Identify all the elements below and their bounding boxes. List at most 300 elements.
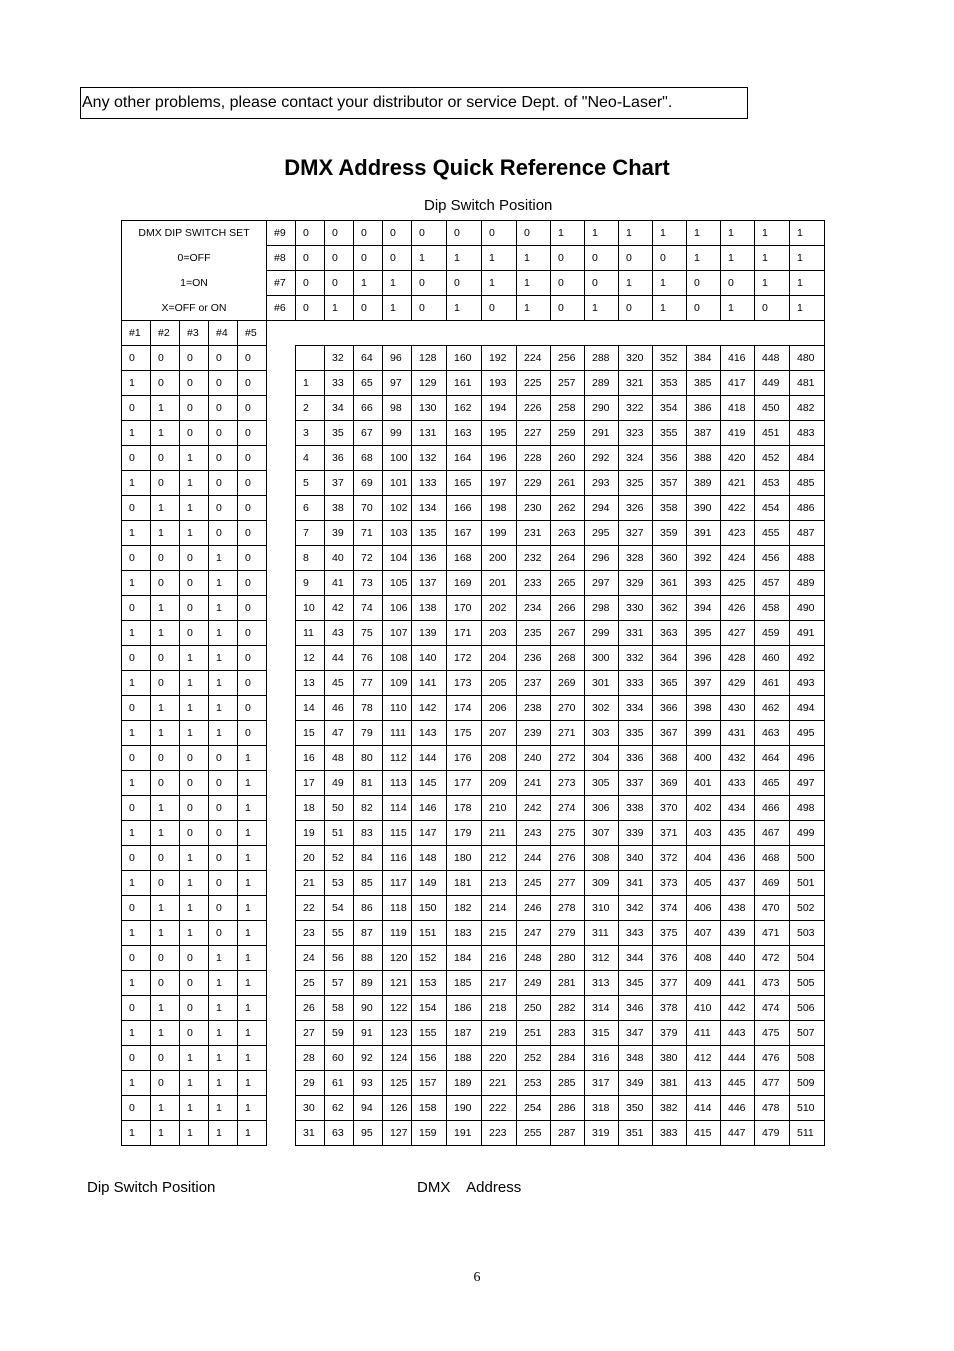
switch-bit-cell: 1 xyxy=(180,446,209,471)
upper-switch-cell: 0 xyxy=(619,246,653,271)
dmx-address-cell: 173 xyxy=(447,671,482,696)
dmx-address-cell: 352 xyxy=(653,346,687,371)
dmx-address-cell: 387 xyxy=(687,421,721,446)
dmx-address-cell: 291 xyxy=(585,421,619,446)
dmx-address-cell: 124 xyxy=(383,1046,412,1071)
dmx-address-cell: 466 xyxy=(755,796,790,821)
dmx-address-cell: 414 xyxy=(687,1096,721,1121)
dmx-address-cell: 322 xyxy=(619,396,653,421)
dmx-address-cell: 408 xyxy=(687,946,721,971)
switch-bit-cell: 0 xyxy=(238,646,267,671)
header-blank-cell xyxy=(296,321,825,346)
dmx-address-cell: 390 xyxy=(687,496,721,521)
dmx-address-cell: 413 xyxy=(687,1071,721,1096)
dmx-address-cell: 246 xyxy=(517,896,551,921)
dmx-address-cell: 265 xyxy=(551,571,585,596)
upper-switch-cell: 1 xyxy=(551,221,585,246)
table-row xyxy=(122,671,825,696)
dmx-address-cell: 223 xyxy=(482,1121,517,1146)
switch-bit-cell: 1 xyxy=(151,996,180,1021)
spacer-cell xyxy=(267,1121,296,1146)
dmx-address-cell: 264 xyxy=(551,546,585,571)
dmx-address-cell: 98 xyxy=(383,396,412,421)
dmx-address-cell: 473 xyxy=(755,971,790,996)
dmx-address-cell: 95 xyxy=(354,1121,383,1146)
dmx-address-cell: 286 xyxy=(551,1096,585,1121)
dmx-address-cell: 257 xyxy=(551,371,585,396)
switch-bit-cell: 1 xyxy=(122,721,151,746)
dmx-address-cell: 509 xyxy=(790,1071,825,1096)
switch-bit-cell: 1 xyxy=(209,996,238,1021)
dmx-address-cell: 309 xyxy=(585,871,619,896)
dmx-address-cell: 451 xyxy=(755,421,790,446)
dmx-address-cell: 178 xyxy=(447,796,482,821)
dmx-address-cell: 244 xyxy=(517,846,551,871)
page-title xyxy=(0,155,954,181)
switch-bit-cell: 0 xyxy=(180,971,209,996)
upper-switch-cell: 0 xyxy=(653,246,687,271)
switch-bit-cell: 0 xyxy=(238,346,267,371)
dmx-address-cell: 136 xyxy=(412,546,447,571)
dmx-address-cell: 161 xyxy=(447,371,482,396)
dmx-address-cell: 493 xyxy=(790,671,825,696)
dmx-address-cell: 116 xyxy=(383,846,412,871)
switch-bit-cell: 0 xyxy=(180,571,209,596)
switch-bit-cell: 1 xyxy=(209,571,238,596)
dmx-address-cell: 270 xyxy=(551,696,585,721)
dmx-address-cell: 287 xyxy=(551,1121,585,1146)
dmx-address-cell: 285 xyxy=(551,1071,585,1096)
dmx-address-cell: 406 xyxy=(687,896,721,921)
dmx-address-cell: 60 xyxy=(325,1046,354,1071)
dmx-address-cell: 39 xyxy=(325,521,354,546)
dmx-address-cell: 27 xyxy=(296,1021,325,1046)
dmx-address-cell: 268 xyxy=(551,646,585,671)
switch-bit-cell: 0 xyxy=(151,671,180,696)
dmx-address-cell: 192 xyxy=(482,346,517,371)
spacer-cell xyxy=(267,796,296,821)
dmx-address-cell: 69 xyxy=(354,471,383,496)
upper-switch-cell: 1 xyxy=(755,221,790,246)
dmx-address-cell: 133 xyxy=(412,471,447,496)
dmx-address-cell: 171 xyxy=(447,621,482,646)
switch-bit-cell: 1 xyxy=(151,496,180,521)
dmx-address-cell: 397 xyxy=(687,671,721,696)
upper-switch-cell: 0 xyxy=(687,271,721,296)
dmx-address-cell: 464 xyxy=(755,746,790,771)
notice-box: Any other problems, please contact your distributor or service Dept. of "Neo-Laser". xyxy=(80,87,748,119)
dmx-address-cell: 308 xyxy=(585,846,619,871)
dmx-address-cell: 34 xyxy=(325,396,354,421)
switch-bit-cell: 1 xyxy=(180,921,209,946)
dmx-address-cell: 233 xyxy=(517,571,551,596)
table-row xyxy=(122,1021,825,1046)
dmx-address-cell: 370 xyxy=(653,796,687,821)
dmx-address-cell: 256 xyxy=(551,346,585,371)
switch-bit-cell: 0 xyxy=(180,746,209,771)
dmx-address-cell: 323 xyxy=(619,421,653,446)
switch-bit-cell: 0 xyxy=(122,446,151,471)
dmx-address-cell: 508 xyxy=(790,1046,825,1071)
dmx-address-cell: 315 xyxy=(585,1021,619,1046)
dmx-address-cell: 123 xyxy=(383,1021,412,1046)
upper-switch-cell: 0 xyxy=(354,246,383,271)
dmx-address-cell: 266 xyxy=(551,596,585,621)
dmx-address-cell: 239 xyxy=(517,721,551,746)
dmx-address-cell: 162 xyxy=(447,396,482,421)
upper-switch-row xyxy=(122,246,825,271)
switch-bit-cell: 1 xyxy=(122,921,151,946)
dmx-address-cell: 461 xyxy=(755,671,790,696)
dmx-address-cell: 37 xyxy=(325,471,354,496)
upper-switch-cell: 1 xyxy=(585,296,619,321)
table-row xyxy=(122,796,825,821)
upper-switch-cell: 0 xyxy=(412,221,447,246)
table-row xyxy=(122,546,825,571)
switch-bit-cell: 0 xyxy=(122,946,151,971)
switch-bit-cell: 0 xyxy=(151,1046,180,1071)
switch-bit-cell: 0 xyxy=(209,521,238,546)
dmx-address-cell: 468 xyxy=(755,846,790,871)
switch-bit-cell: 0 xyxy=(151,971,180,996)
dmx-address-cell: 52 xyxy=(325,846,354,871)
dmx-address-cell: 335 xyxy=(619,721,653,746)
switch-bit-cell: 1 xyxy=(180,1071,209,1096)
switch-bit-cell: 1 xyxy=(238,1021,267,1046)
dmx-address-cell: 327 xyxy=(619,521,653,546)
upper-switch-cell: 0 xyxy=(354,296,383,321)
switch-bit-cell: 1 xyxy=(151,421,180,446)
table-row xyxy=(122,1121,825,1146)
upper-switch-cell: 1 xyxy=(721,296,755,321)
dmx-address-cell: 437 xyxy=(721,871,755,896)
dmx-address-cell: 411 xyxy=(687,1021,721,1046)
dmx-address-cell: 500 xyxy=(790,846,825,871)
dmx-address-cell: 366 xyxy=(653,696,687,721)
dmx-address-cell: 484 xyxy=(790,446,825,471)
dmx-address-cell: 356 xyxy=(653,446,687,471)
dmx-address-cell: 97 xyxy=(383,371,412,396)
dmx-address-cell: 227 xyxy=(517,421,551,446)
dmx-address-cell: 148 xyxy=(412,846,447,871)
dmx-address-cell: 153 xyxy=(412,971,447,996)
upper-switch-cell: 0 xyxy=(585,271,619,296)
dmx-address-cell: 501 xyxy=(790,871,825,896)
dmx-address-cell: 203 xyxy=(482,621,517,646)
dmx-address-cell: 28 xyxy=(296,1046,325,1071)
dmx-address-cell: 316 xyxy=(585,1046,619,1071)
dmx-address-cell: 280 xyxy=(551,946,585,971)
dmx-address-cell: 114 xyxy=(383,796,412,821)
dmx-address-cell: 42 xyxy=(325,596,354,621)
upper-switch-cell: 1 xyxy=(653,296,687,321)
dmx-address-cell: 301 xyxy=(585,671,619,696)
upper-switch-label: #8 xyxy=(267,246,296,271)
dmx-address-cell: 6 xyxy=(296,496,325,521)
dmx-address-cell: 312 xyxy=(585,946,619,971)
switch-bit-cell: 0 xyxy=(238,721,267,746)
spacer-cell xyxy=(267,1046,296,1071)
dmx-address-cell: 208 xyxy=(482,746,517,771)
dmx-address-cell: 63 xyxy=(325,1121,354,1146)
table-row xyxy=(122,696,825,721)
dmx-address-cell: 13 xyxy=(296,671,325,696)
dmx-address-cell: 172 xyxy=(447,646,482,671)
dmx-address-cell: 445 xyxy=(721,1071,755,1096)
switch-bit-cell: 1 xyxy=(151,796,180,821)
table-row xyxy=(122,721,825,746)
dmx-address-cell: 188 xyxy=(447,1046,482,1071)
dmx-address-cell: 393 xyxy=(687,571,721,596)
switch-bit-cell: 0 xyxy=(238,496,267,521)
dmx-address-cell: 68 xyxy=(354,446,383,471)
dmx-address-cell: 272 xyxy=(551,746,585,771)
dmx-address-cell: 91 xyxy=(354,1021,383,1046)
dmx-address-cell: 383 xyxy=(653,1121,687,1146)
switch-bit-cell: 1 xyxy=(180,871,209,896)
spacer-cell xyxy=(267,596,296,621)
switch-bit-cell: 1 xyxy=(238,971,267,996)
dmx-address-cell: 210 xyxy=(482,796,517,821)
spacer-cell xyxy=(267,671,296,696)
switch-bit-cell: 1 xyxy=(209,596,238,621)
switch-bit-cell: 1 xyxy=(180,896,209,921)
switch-bit-cell: 0 xyxy=(180,421,209,446)
dmx-address-cell: 220 xyxy=(482,1046,517,1071)
switch-bit-cell: 0 xyxy=(180,371,209,396)
switch-bit-cell: 1 xyxy=(209,1096,238,1121)
dmx-address-cell: 446 xyxy=(721,1096,755,1121)
dmx-address-cell: 126 xyxy=(383,1096,412,1121)
switch-bit-cell: 0 xyxy=(151,546,180,571)
dmx-address-cell: 158 xyxy=(412,1096,447,1121)
switch-bit-cell: 1 xyxy=(238,746,267,771)
dmx-address-cell: 83 xyxy=(354,821,383,846)
dmx-address-cell: 185 xyxy=(447,971,482,996)
table-row xyxy=(122,921,825,946)
dmx-address-cell: 396 xyxy=(687,646,721,671)
dmx-address-cell: 139 xyxy=(412,621,447,646)
upper-switch-cell: 0 xyxy=(721,271,755,296)
dmx-address-cell: 90 xyxy=(354,996,383,1021)
spacer-cell xyxy=(267,996,296,1021)
switch-bit-cell: 1 xyxy=(209,1071,238,1096)
dmx-address-cell: 92 xyxy=(354,1046,383,1071)
dmx-address-cell: 12 xyxy=(296,646,325,671)
dmx-address-cell: 11 xyxy=(296,621,325,646)
switch-bit-cell: 0 xyxy=(209,796,238,821)
dmx-address-cell: 457 xyxy=(755,571,790,596)
dmx-address-cell: 96 xyxy=(383,346,412,371)
dmx-address-cell: 238 xyxy=(517,696,551,721)
switch-bit-cell: 1 xyxy=(151,596,180,621)
switch-bit-cell: 1 xyxy=(209,546,238,571)
dmx-address-cell: 58 xyxy=(325,996,354,1021)
switch-bit-cell: 0 xyxy=(122,746,151,771)
dmx-address-cell: 405 xyxy=(687,871,721,896)
dmx-address-cell: 353 xyxy=(653,371,687,396)
table-row xyxy=(122,771,825,796)
switch-bit-cell: 1 xyxy=(238,821,267,846)
switch-bit-cell: 1 xyxy=(238,1121,267,1146)
dmx-address-cell: 421 xyxy=(721,471,755,496)
upper-switch-cell: 0 xyxy=(412,296,447,321)
dmx-address-cell: 274 xyxy=(551,796,585,821)
table-row xyxy=(122,421,825,446)
table-row xyxy=(122,746,825,771)
upper-switch-cell: 1 xyxy=(687,246,721,271)
dmx-address-cell: 40 xyxy=(325,546,354,571)
dmx-address-cell: 89 xyxy=(354,971,383,996)
dmx-address-cell: 65 xyxy=(354,371,383,396)
dmx-address-cell: 456 xyxy=(755,546,790,571)
upper-switch-cell: 1 xyxy=(383,296,412,321)
dmx-address-cell: 490 xyxy=(790,596,825,621)
dmx-address-cell: 194 xyxy=(482,396,517,421)
spacer-cell xyxy=(267,871,296,896)
switch-bit-cell: 0 xyxy=(151,371,180,396)
dmx-address-cell: 311 xyxy=(585,921,619,946)
switch-bit-cell: 0 xyxy=(209,821,238,846)
lower-switch-header: #3 xyxy=(180,321,209,346)
switch-bit-cell: 1 xyxy=(122,521,151,546)
dmx-address-cell: 427 xyxy=(721,621,755,646)
dmx-address-cell: 38 xyxy=(325,496,354,521)
dmx-address-cell: 93 xyxy=(354,1071,383,1096)
upper-switch-cell: 1 xyxy=(412,246,447,271)
dmx-address-cell: 329 xyxy=(619,571,653,596)
table-row xyxy=(122,646,825,671)
upper-switch-cell: 0 xyxy=(412,271,447,296)
dmx-address-cell: 510 xyxy=(790,1096,825,1121)
dmx-address-cell: 300 xyxy=(585,646,619,671)
dmx-address-cell: 348 xyxy=(619,1046,653,1071)
switch-bit-cell: 1 xyxy=(151,1121,180,1146)
dmx-address-cell: 503 xyxy=(790,921,825,946)
dmx-address-cell: 46 xyxy=(325,696,354,721)
table-row xyxy=(122,1046,825,1071)
dmx-address-cell: 491 xyxy=(790,621,825,646)
dmx-address-cell: 288 xyxy=(585,346,619,371)
spacer-cell xyxy=(267,821,296,846)
spacer-cell xyxy=(267,521,296,546)
dmx-address-cell: 486 xyxy=(790,496,825,521)
switch-bit-cell: 0 xyxy=(122,596,151,621)
dmx-address-cell: 365 xyxy=(653,671,687,696)
dmx-address-cell: 258 xyxy=(551,396,585,421)
spacer-cell xyxy=(267,621,296,646)
dmx-address-cell: 57 xyxy=(325,971,354,996)
dmx-address-cell: 184 xyxy=(447,946,482,971)
dmx-address-cell: 250 xyxy=(517,996,551,1021)
switch-bit-cell: 1 xyxy=(151,721,180,746)
dmx-address-cell: 498 xyxy=(790,796,825,821)
dmx-address-cell: 235 xyxy=(517,621,551,646)
spacer-cell xyxy=(267,946,296,971)
dmx-address-cell: 440 xyxy=(721,946,755,971)
switch-bit-cell: 0 xyxy=(209,446,238,471)
dmx-address-cell: 138 xyxy=(412,596,447,621)
dmx-address-cell: 415 xyxy=(687,1121,721,1146)
dmx-address-cell: 67 xyxy=(354,421,383,446)
dmx-address-cell: 75 xyxy=(354,621,383,646)
dmx-address-cell: 215 xyxy=(482,921,517,946)
dmx-address-cell: 100 xyxy=(383,446,412,471)
table-row xyxy=(122,471,825,496)
dmx-address-cell: 110 xyxy=(383,696,412,721)
dmx-address-cell: 345 xyxy=(619,971,653,996)
dmx-address-cell: 407 xyxy=(687,921,721,946)
dmx-address-cell: 31 xyxy=(296,1121,325,1146)
dmx-address-cell: 3 xyxy=(296,421,325,446)
dmx-address-cell: 439 xyxy=(721,921,755,946)
switch-bit-cell: 0 xyxy=(209,496,238,521)
switch-bit-cell: 1 xyxy=(122,971,151,996)
switch-bit-cell: 0 xyxy=(122,696,151,721)
spacer-cell xyxy=(267,571,296,596)
switch-bit-cell: 0 xyxy=(238,521,267,546)
dmx-address-cell: 389 xyxy=(687,471,721,496)
dmx-address-cell: 304 xyxy=(585,746,619,771)
dmx-address-cell: 273 xyxy=(551,771,585,796)
dmx-address-cell: 362 xyxy=(653,596,687,621)
dmx-address-cell: 127 xyxy=(383,1121,412,1146)
switch-bit-cell: 1 xyxy=(209,946,238,971)
dmx-address-cell: 283 xyxy=(551,1021,585,1046)
dmx-address-cell: 134 xyxy=(412,496,447,521)
dmx-address-cell: 113 xyxy=(383,771,412,796)
switch-bit-cell: 0 xyxy=(122,646,151,671)
switch-bit-cell: 1 xyxy=(122,471,151,496)
dmx-address-cell: 115 xyxy=(383,821,412,846)
switch-bit-cell: 1 xyxy=(238,1096,267,1121)
upper-switch-cell: 0 xyxy=(551,296,585,321)
dmx-address-cell: 260 xyxy=(551,446,585,471)
upper-switch-row xyxy=(122,221,825,246)
switch-bit-cell: 1 xyxy=(209,621,238,646)
dmx-address-cell: 426 xyxy=(721,596,755,621)
dmx-address-cell: 447 xyxy=(721,1121,755,1146)
dmx-address-cell: 359 xyxy=(653,521,687,546)
dmx-address-cell: 202 xyxy=(482,596,517,621)
dmx-address-cell: 180 xyxy=(447,846,482,871)
upper-switch-cell: 1 xyxy=(687,221,721,246)
switch-bit-cell: 0 xyxy=(209,346,238,371)
dmx-address-cell: 297 xyxy=(585,571,619,596)
switch-bit-cell: 1 xyxy=(180,671,209,696)
switch-bit-cell: 1 xyxy=(122,1121,151,1146)
dmx-address-cell: 177 xyxy=(447,771,482,796)
dmx-address-cell: 364 xyxy=(653,646,687,671)
dmx-address-cell: 101 xyxy=(383,471,412,496)
dmx-address-cell: 231 xyxy=(517,521,551,546)
dmx-address-cell: 313 xyxy=(585,971,619,996)
dmx-address-cell: 59 xyxy=(325,1021,354,1046)
dmx-address-cell: 378 xyxy=(653,996,687,1021)
switch-bit-cell: 1 xyxy=(180,721,209,746)
switch-bit-cell: 1 xyxy=(209,1121,238,1146)
dmx-address-cell: 120 xyxy=(383,946,412,971)
table-row xyxy=(122,521,825,546)
upper-switch-cell: 1 xyxy=(653,271,687,296)
switch-bit-cell: 0 xyxy=(151,846,180,871)
upper-switch-cell: 0 xyxy=(296,296,325,321)
dmx-address-cell: 452 xyxy=(755,446,790,471)
dmx-address-cell: 50 xyxy=(325,796,354,821)
legend-line: 0=OFF xyxy=(122,246,267,271)
switch-bit-cell: 0 xyxy=(180,546,209,571)
dmx-address-cell: 422 xyxy=(721,496,755,521)
